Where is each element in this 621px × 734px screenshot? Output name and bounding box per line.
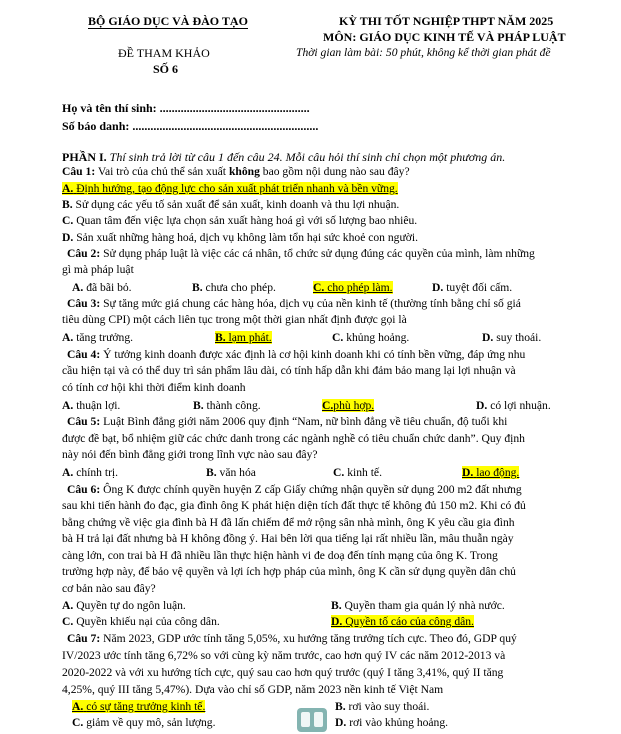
part-instruction: PHẦN I. Thí sinh trả lời từ câu 1 đến câu 24. Mỗi câu hỏi thí sinh chỉ chọn một phương án. <box>62 150 506 164</box>
question-4-option-c[interactable]: C.phù hợp. <box>322 399 375 412</box>
question-6-stem-line-3: bằng chứng về việc gia đình bà H đã lấn chiếm để mở rộng sân nhà mình, ông K yêu cầu gia đình <box>62 516 515 529</box>
question-3-stem-line-2: tiêu dùng CPI) một cách liên tục trong một thời gian nhất định được gọi là <box>62 313 407 326</box>
question-7-option-c[interactable]: C. giảm về quy mô, sản lượng. <box>72 716 216 729</box>
question-5-option-c[interactable]: C. kinh tế. <box>333 466 382 479</box>
question-6-stem-line-4: bà H trả lại đất nhưng bà H không đồng ý. Hai bên lời qua tiếng lại rất nhiều lần, mâu thuẫn ngày <box>62 532 514 545</box>
question-7-option-a[interactable]: A. có sự tăng trưởng kinh tế. <box>72 700 206 713</box>
question-2-option-d[interactable]: D. tuyệt đối cấm. <box>432 281 513 294</box>
question-6-option-d[interactable]: D. Quyền tố cáo của công dân. <box>331 615 474 628</box>
question-1-option-c[interactable]: C. Quan tâm đến việc lựa chọn sản xuất hàng hoá gì với số lượng bao nhiêu. <box>62 214 418 227</box>
question-4-option-a[interactable]: A. thuận lợi. <box>62 399 121 412</box>
question-6-stem-line-7: cơ bản nào sau đây? <box>62 582 156 595</box>
reference-label: ĐỀ THAM KHẢO <box>118 46 210 60</box>
question-7-stem-line-1: Câu 7: Năm 2023, GDP ước tính tăng 5,05%, xu hướng tăng trưởng tích cực. Theo đó, GDP quý <box>67 632 517 645</box>
question-5-option-b[interactable]: B. văn hóa <box>206 466 256 479</box>
candidate-name-field: Họ và tên thí sinh: .................................................. <box>62 101 310 115</box>
question-3-option-d[interactable]: D. suy thoái. <box>482 331 542 344</box>
question-2-stem-line-2: gì mà pháp luật <box>62 263 134 276</box>
question-6-stem-line-6: trường hợp này, để bảo vệ quyền và lợi ích hợp pháp của mình, ông K cần sử dụng quyền dân chủ <box>62 565 516 578</box>
question-2-option-a[interactable]: A. đã bãi bỏ. <box>72 281 132 294</box>
question-4-stem-line-1: Câu 4: Ý tưởng kinh doanh được xác định là cơ hội kinh doanh khi có tính bền vững, đáp ứng nhu <box>67 348 526 361</box>
question-7-stem-line-4: 4,25%, quý III tăng 5,47%). Dựa vào chỉ số GDP, năm 2023 nền kinh tế Việt Nam <box>62 683 444 696</box>
question-5-stem-line-2: được đề bạt, bổ nhiệm giữ các chức danh trong các ngành nghề có tiêu chuẩn chức danh”. Quy định <box>62 432 525 445</box>
question-4-stem-line-3: có tính cơ hội khi thời điểm kinh doanh <box>62 381 246 394</box>
question-6-option-a[interactable]: A. Quyền tự do ngôn luận. <box>62 599 186 612</box>
exam-time: Thời gian làm bài: 50 phút, không kể thời gian phát đề <box>296 46 551 59</box>
question-2-option-b[interactable]: B. chưa cho phép. <box>192 281 276 294</box>
question-1-option-a[interactable]: A. Định hướng, tạo động lực cho sản xuất phát triển nhanh và bền vững. <box>62 182 398 195</box>
question-7-option-d[interactable]: D. rơi vào khủng hoảng. <box>335 716 449 729</box>
question-3-stem-line-1: Câu 3: Sự tăng mức giá chung các hàng hóa, dịch vụ của nền kinh tế (thường tính bằng chỉ số giá <box>67 297 521 310</box>
question-1-option-d[interactable]: D. Sản xuất những hàng hoá, dịch vụ không làm tổn hại sức khoẻ con người. <box>62 231 419 244</box>
book-watermark-icon <box>297 708 327 732</box>
question-4-option-d[interactable]: D. có lợi nhuận. <box>476 399 551 412</box>
exam-subject: MÔN: GIÁO DỤC KINH TẾ VÀ PHÁP LUẬT <box>323 30 566 44</box>
question-7-option-b[interactable]: B. rơi vào suy thoái. <box>335 700 430 713</box>
question-6-stem-line-5: càng lớn, con trai bà H đã nhiều lần thực hiện hành vi đe doạ đến tính mạng của ông K. Trong <box>62 549 498 562</box>
question-1-stem: Câu 1: Vai trò của chủ thể sản xuất không bao gồm nội dung nào sau đây? <box>62 165 410 178</box>
question-2-option-c[interactable]: C. cho phép làm. <box>313 281 393 294</box>
question-6-stem-line-2: sau khi tiến hành đo đạc, gia đình ông K phát hiện diện tích đất thực tế không đủ 150 m2. Khi có đủ <box>62 499 526 512</box>
question-5-option-a[interactable]: A. chính trị. <box>62 466 119 479</box>
question-3-option-c[interactable]: C. khủng hoảng. <box>332 331 410 344</box>
candidate-id-field: Số báo danh: .............................................................. <box>62 119 319 133</box>
question-3-option-b[interactable]: B. lạm phát. <box>215 331 272 344</box>
exam-number: SỐ 6 <box>153 62 179 76</box>
question-6-stem-line-1: Câu 6: Ông K được chính quyền huyện Z cấp Giấy chứng nhận quyền sử dụng 200 m2 đất nhưng <box>67 483 522 496</box>
question-7-stem-line-3: 2020-2022 và với xu hướng tích cực, quý sau cao hơn quý trước (quý I tăng 3,41%, quý II tăng <box>62 666 504 679</box>
question-5-option-d[interactable]: D. lao động. <box>462 466 520 479</box>
question-4-option-b[interactable]: B. thành công. <box>193 399 261 412</box>
question-7-stem-line-2: IV/2023 ước tính tăng 6,72% so với cùng kỳ năm trước, cao hơn quý IV các năm 2012-2013 và <box>62 649 506 662</box>
question-5-stem-line-1: Câu 5: Luật Bình đẳng giới năm 2006 quy định “Nam, nữ bình đẳng về tiêu chuẩn, độ tuổi khi <box>67 415 508 428</box>
question-6-option-b[interactable]: B. Quyền tham gia quản lý nhà nước. <box>331 599 505 612</box>
ministry-name: BỘ GIÁO DỤC VÀ ĐÀO TẠO <box>88 14 248 28</box>
question-6-option-c[interactable]: C. Quyền khiếu nại của công dân. <box>62 615 220 628</box>
question-3-option-a[interactable]: A. tăng trưởng. <box>62 331 134 344</box>
question-5-stem-line-3: này nói đến bình đẳng giới trong lĩnh vực nào sau đây? <box>62 448 318 461</box>
question-4-stem-line-2: cầu hiện tại và có thể duy trì sản phẩm lâu dài, có tính hấp dẫn khi đảm bảo mang lại lợi nhuận và <box>62 364 516 377</box>
question-2-stem-line-1: Câu 2: Sử dụng pháp luật là việc các cá nhân, tổ chức sử dụng đúng các quyền của mình, làm những <box>67 247 535 260</box>
question-1-option-b[interactable]: B. Sử dụng các yếu tố sản xuất để sản xuất, kinh doanh và thu lợi nhuận. <box>62 198 400 211</box>
exam-title: KỲ THI TỐT NGHIỆP THPT NĂM 2025 <box>339 14 554 28</box>
